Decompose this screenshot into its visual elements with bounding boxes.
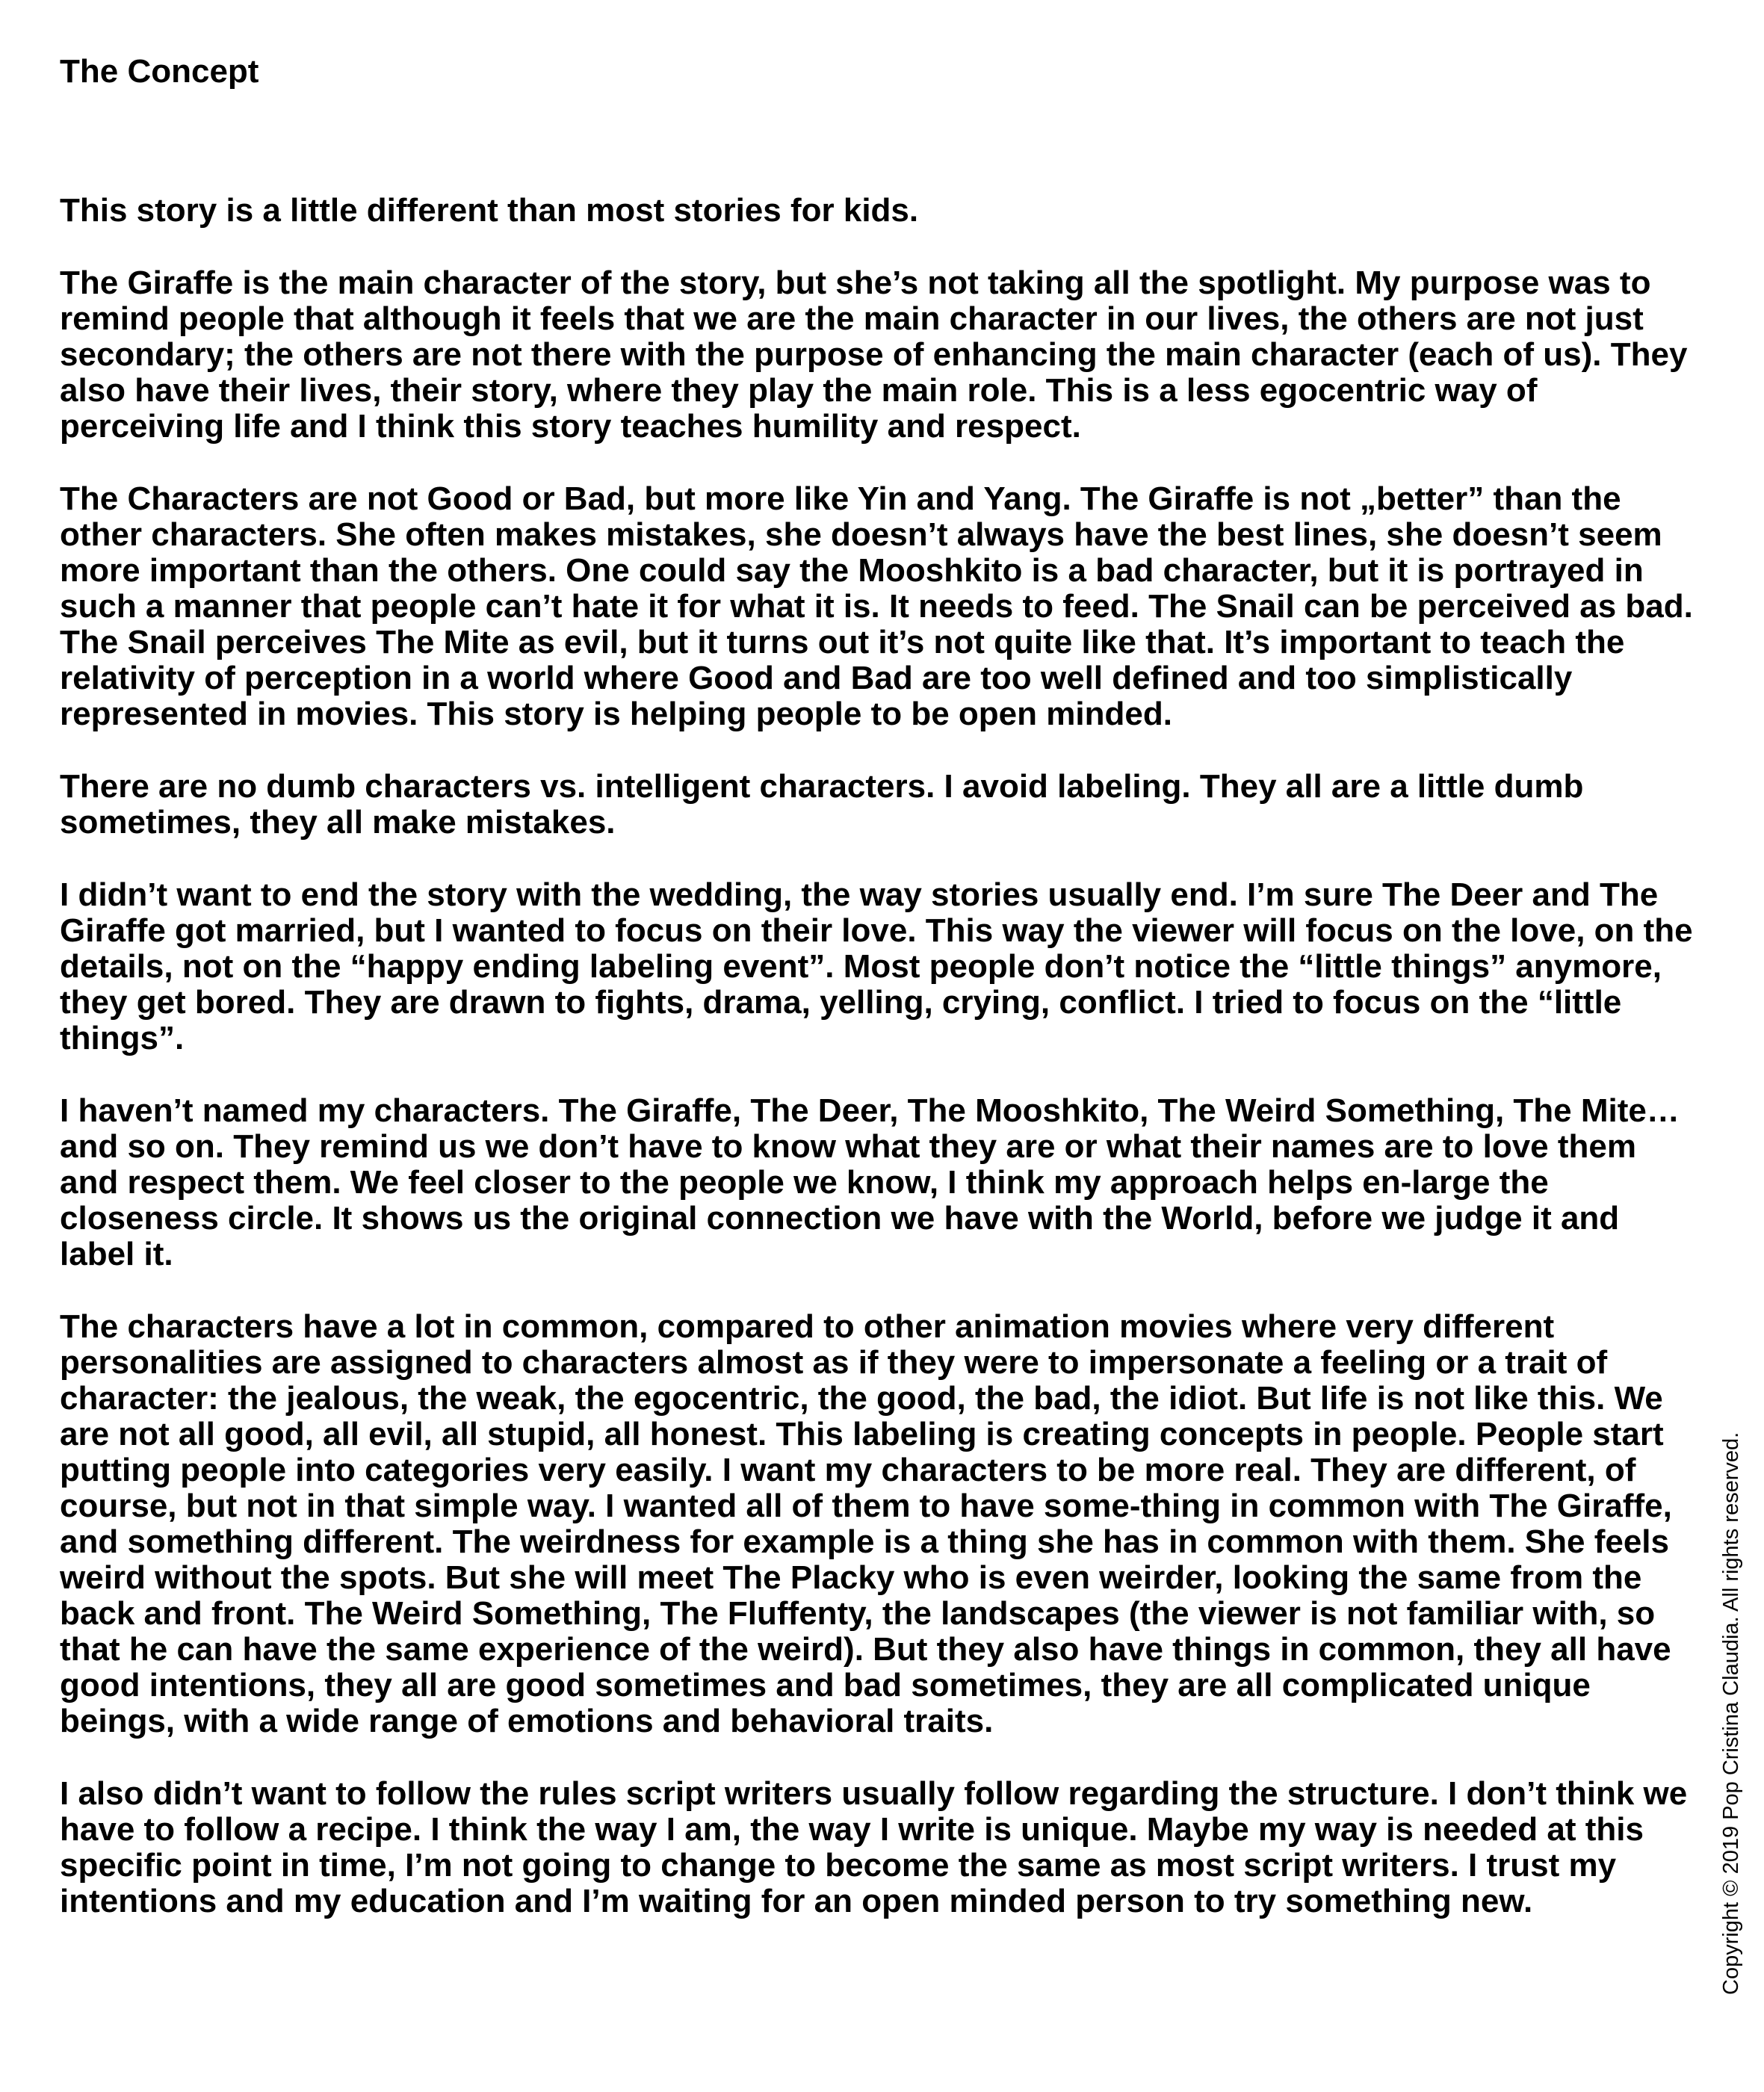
page-title: The Concept	[60, 53, 259, 90]
paragraph-characters-in-common: The characters have a lot in common, compared to other animation movies where very different personalities are assigned to characters almost as if they were to impersonate a feeling or a trait of character: the jealous, the weak, the egocentric, the good, the bad, the idiot. But life is not like this. We are not all good, all evil, all stupid, all honest. This labeling is creating concepts in people. People start putting people into categories very easily. I want my characters to be more real. They are different, of course, but not in that simple way. I wanted all of them to have some-thing in common with The Giraffe, and something different. The weirdness for example is a thing she has in common with them. She feels weird without the spots. But she will meet The Placky who is even weirder, looking the same from the back and front. The Weird Something, The Fluffenty, the landscapes (the viewer is not familiar with, so that he can have the same experience of the weird). But they also have things in common, they all have good intentions, they all are good sometimes and bad sometimes, they are all complicated unique beings, with a wide range of emotions and behavioral traits.	[60, 1308, 1672, 1739]
paragraph-unnamed-characters: I haven’t named my characters. The Giraffe, The Deer, The Mooshkito, The Weird Something, The Mite… and so on. They remind us we don’t have to know what they are or what their names are to love them and respect them. We feel closer to the people we know, I think my approach helps en-large the closeness circle. It shows us the original connection we have with the World, before we judge it and label it.	[60, 1092, 1680, 1272]
paragraph-intro: This story is a little different than most stories for kids.	[60, 192, 919, 229]
paragraph-giraffe-main-character: The Giraffe is the main character of the story, but she’s not taking all the spotlight. My purpose was to remind people that although it feels that we are the main character in our lives, the others are not just secondary; the others are not there with the purpose of enhancing the main character (each of us). They also have their lives, their story, where they play the main role. This is a less egocentric way of perceiving life and I think this story teaches humility and respect.	[60, 264, 1688, 445]
copyright-notice: Copyright © 2019 Pop Cristina Claudia. All rights reserved.	[1719, 1432, 1743, 1995]
paragraph-wedding-ending: I didn’t want to end the story with the wedding, the way stories usually end. I’m sure The Deer and The Giraffe got married, but I wanted to focus on their love. This way the viewer will focus on the love, on the details, not on the “happy ending labeling event”. Most people don’t notice the “little things” anymore, they get bored. They are drawn to fights, drama, yelling, crying, conflict. I tried to focus on the “little things”.	[60, 876, 1693, 1056]
document-page	[60, 51, 1700, 1956]
paragraph-no-dumb-characters: There are no dumb characters vs. intelligent characters. I avoid labeling. They all are a little dumb sometimes, they all make mistakes.	[60, 768, 1584, 841]
paragraph-script-structure: I also didn’t want to follow the rules script writers usually follow regarding the structure. I don’t think we have to follow a recipe. I think the way I am, the way I write is unique. Maybe my way is needed at this specific point in time, I’m not going to change to become the same as most script writers. I trust my intentions and my education and I’m waiting for an open minded person to try something new.	[60, 1775, 1688, 1919]
paragraph-good-or-bad: The Characters are not Good or Bad, but more like Yin and Yang. The Giraffe is not „better” than the other characters. She often makes mistakes, she doesn’t always have the best lines, she doesn’t seem more important than the others. One could say the Mooshkito is a bad character, but it is portrayed in such a manner that people can’t hate it for what it is. It needs to feed. The Snail can be perceived as bad. The Snail perceives The Mite as evil, but it turns out it’s not quite like that. It’s important to teach the relativity of perception in a world where Good and Bad are too well defined and too simplistically represented in movies. This story is helping people to be open minded.	[60, 480, 1693, 732]
